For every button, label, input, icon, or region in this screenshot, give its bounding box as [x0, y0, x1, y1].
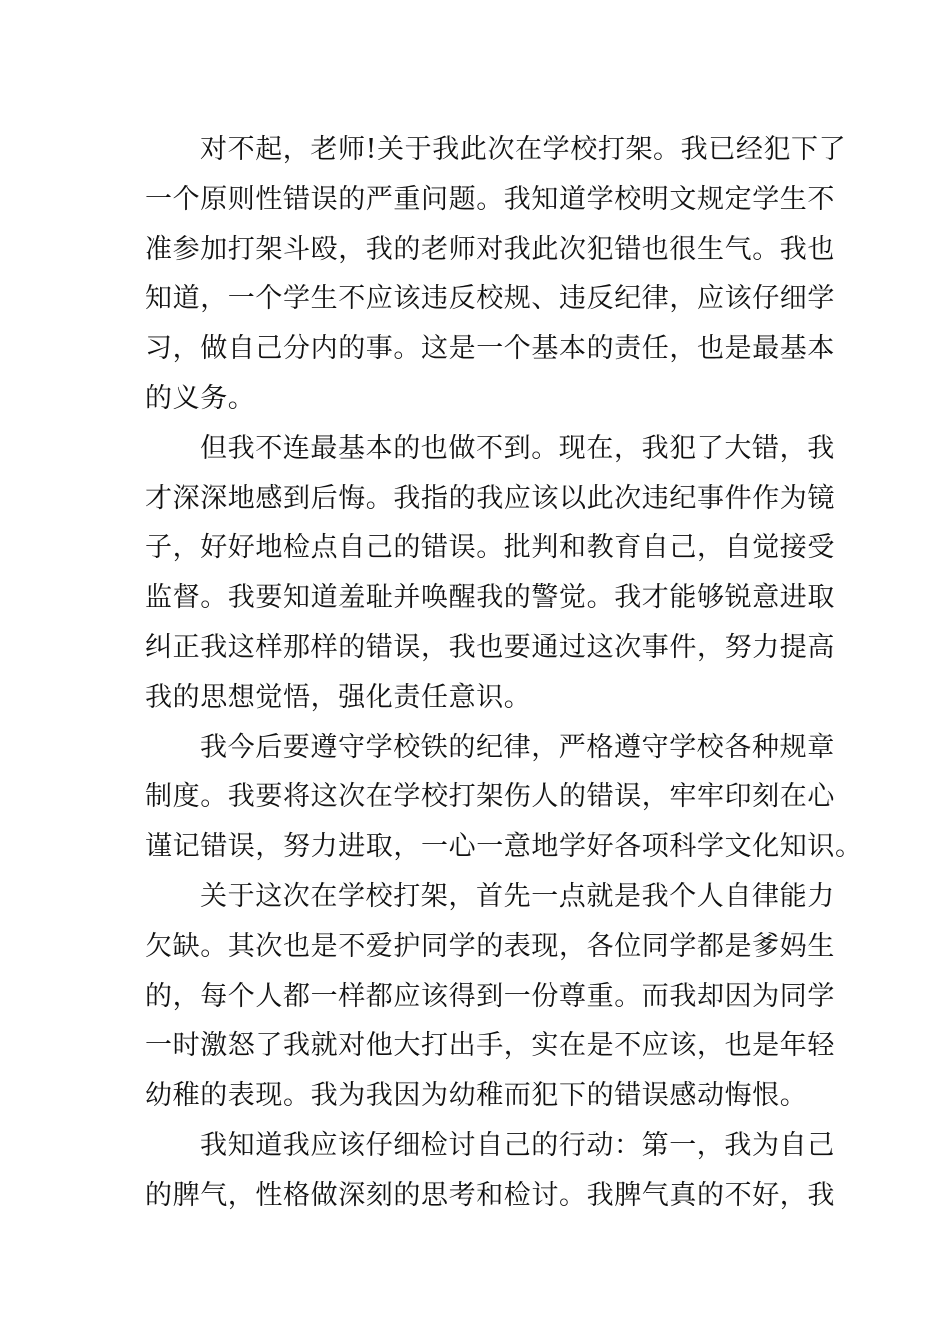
text-line: 欠缺。其次也是不爱护同学的表现，各位同学都是爹妈生 — [145, 930, 835, 962]
text-line: 准参加打架斗殴，我的老师对我此次犯错也很生气。我也 — [145, 233, 835, 265]
body-text — [145, 125, 863, 1221]
text-line: 一个原则性错误的严重问题。我知道学校明文规定学生不 — [145, 183, 835, 215]
text-line: 的，每个人都一样都应该得到一份尊重。而我却因为同学 — [145, 980, 835, 1012]
text-line: 但我不连最基本的也做不到。现在，我犯了大错，我 — [200, 432, 835, 464]
text-line: 谨记错误，努力进取，一心一意地学好各项科学文化知识。 — [145, 831, 863, 863]
text-line: 关于这次在学校打架，首先一点就是我个人自律能力 — [200, 880, 835, 912]
text-line: 一时激怒了我就对他大打出手，实在是不应该，也是年轻 — [145, 1030, 835, 1062]
text-line: 知道，一个学生不应该违反校规、违反纪律，应该仔细学 — [145, 283, 835, 315]
text-line: 的脾气，性格做深刻的思考和检讨。我脾气真的不好，我 — [145, 1179, 835, 1211]
text-line: 我知道我应该仔细检讨自己的行动：第一，我为自己 — [200, 1129, 835, 1161]
text-line: 的义务。 — [145, 382, 256, 414]
text-line: 监督。我要知道羞耻并唤醒我的警觉。我才能够锐意进取 — [145, 582, 835, 614]
text-line: 我今后要遵守学校铁的纪律，严格遵守学校各种规章 — [200, 731, 835, 763]
text-line: 制度。我要将这次在学校打架伤人的错误，牢牢印刻在心 — [145, 781, 835, 813]
text-line: 我的思想觉悟，强化责任意识。 — [145, 681, 532, 713]
text-line: 习，做自己分内的事。这是一个基本的责任，也是最基本 — [145, 333, 835, 365]
text-line: 对不起，老师!关于我此次在学校打架。我已经犯下了 — [200, 134, 847, 165]
text-line: 纠正我这样那样的错误，我也要通过这次事件，努力提高 — [145, 631, 835, 663]
text-line: 才深深地感到后悔。我指的我应该以此次违纪事件作为镜 — [145, 482, 835, 514]
text-line: 子，好好地检点自己的错误。批判和教育自己，自觉接受 — [145, 532, 835, 564]
text-line: 幼稚的表现。我为我因为幼稚而犯下的错误感动悔恨。 — [145, 1080, 808, 1112]
